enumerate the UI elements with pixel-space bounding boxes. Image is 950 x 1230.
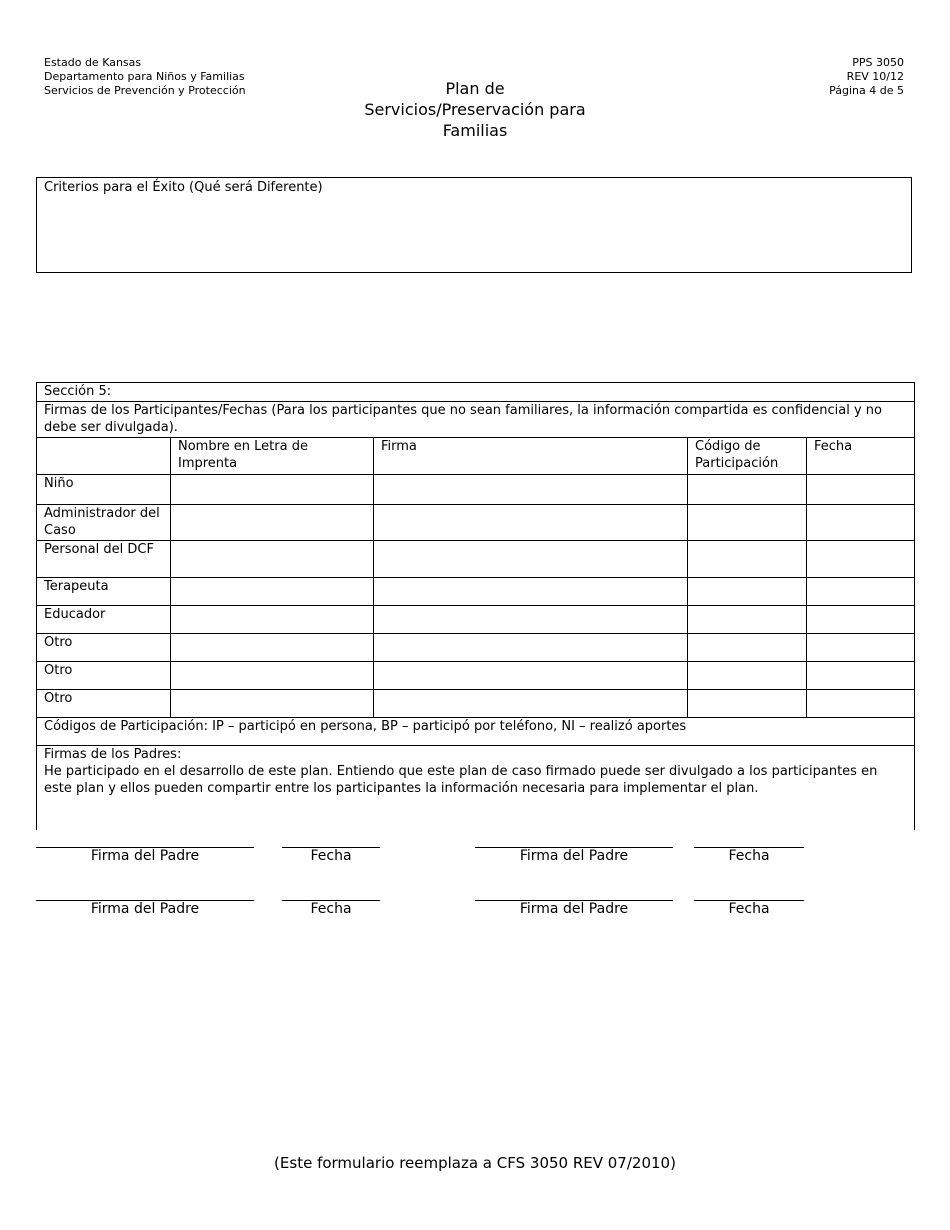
section5-table <box>36 382 915 830</box>
name-cell[interactable] <box>171 606 374 634</box>
parents-title: Firmas de los Padres: <box>44 747 182 762</box>
row-role: Educador <box>37 606 171 634</box>
signature-cell[interactable] <box>374 606 688 634</box>
name-cell[interactable] <box>171 541 374 578</box>
name-cell[interactable] <box>171 578 374 606</box>
name-cell[interactable] <box>171 505 374 541</box>
parent-signature-label: Firma del Padre <box>519 901 629 917</box>
parent-date-label: Fecha <box>310 901 352 917</box>
code-cell[interactable] <box>688 662 807 690</box>
parent-signature-label: Firma del Padre <box>90 848 200 864</box>
code-cell[interactable] <box>688 578 807 606</box>
signature-cell[interactable] <box>374 634 688 662</box>
column-header-code: Código de Participación <box>688 438 807 475</box>
table-header-row <box>37 438 915 475</box>
form-title <box>330 78 620 141</box>
code-cell[interactable] <box>688 541 807 578</box>
criteria-label: Criterios para el Éxito (Qué será Diferente) <box>44 180 323 195</box>
section5-title: Sección 5: <box>37 383 915 402</box>
column-header-signature: Firma <box>374 438 688 475</box>
form-id-block <box>829 56 904 98</box>
code-cell[interactable] <box>688 690 807 718</box>
date-cell[interactable] <box>807 541 915 578</box>
form-title-line: Servicios/Preservación para <box>364 100 586 119</box>
signature-cell[interactable] <box>374 541 688 578</box>
code-cell[interactable] <box>688 505 807 541</box>
column-header-name: Nombre en Letra de Imprenta <box>171 438 374 475</box>
signature-cell[interactable] <box>374 690 688 718</box>
section5-instructions: Firmas de los Participantes/Fechas (Para los participantes que no sean familiares, la información compartida es confidencial y no debe ser divulgada). <box>37 402 915 438</box>
code-cell[interactable] <box>688 634 807 662</box>
date-cell[interactable] <box>807 606 915 634</box>
date-cell[interactable] <box>807 505 915 541</box>
agency-header <box>44 56 246 98</box>
parents-statement: He participado en el desarrollo de este plan. Entiendo que este plan de caso firmado puede ser divulgado a los participantes en este plan y ellos pueden compartir entre los participantes la información necesaria para implementar el plan. <box>44 764 878 796</box>
date-cell[interactable] <box>807 634 915 662</box>
date-cell[interactable] <box>807 475 915 505</box>
state-name: Estado de Kansas <box>44 56 142 69</box>
date-cell[interactable] <box>807 662 915 690</box>
name-cell[interactable] <box>171 662 374 690</box>
participation-codes-note: Códigos de Participación: IP – participó en persona, BP – participó por teléfono, NI – realizó aportes <box>37 718 915 746</box>
page-number: Página 4 de 5 <box>829 84 904 97</box>
date-cell[interactable] <box>807 690 915 718</box>
form-title-line: Plan de <box>445 79 505 98</box>
code-cell[interactable] <box>688 475 807 505</box>
row-role: Otro <box>37 662 171 690</box>
column-header-date: Fecha <box>807 438 915 475</box>
division-name: Servicios de Prevención y Protección <box>44 84 246 97</box>
table-row <box>37 690 915 718</box>
name-cell[interactable] <box>171 634 374 662</box>
signature-cell[interactable] <box>374 475 688 505</box>
footer-note: (Este formulario reemplaza a CFS 3050 REV 07/2010) <box>274 1154 676 1172</box>
row-role: Otro <box>37 634 171 662</box>
signature-cell[interactable] <box>374 505 688 541</box>
form-number: PPS 3050 <box>852 56 904 69</box>
table-row <box>37 541 915 578</box>
form-revision: REV 10/12 <box>846 70 904 83</box>
row-role: Administrador del Caso <box>37 505 171 541</box>
row-role: Otro <box>37 690 171 718</box>
row-role: Terapeuta <box>37 578 171 606</box>
parent-date-label: Fecha <box>728 901 770 917</box>
signature-cell[interactable] <box>374 578 688 606</box>
name-cell[interactable] <box>171 475 374 505</box>
parent-signature-label: Firma del Padre <box>90 901 200 917</box>
parent-date-label: Fecha <box>728 848 770 864</box>
column-header-role <box>37 438 171 475</box>
table-row <box>37 634 915 662</box>
parent-signature-label: Firma del Padre <box>519 848 629 864</box>
table-row <box>37 475 915 505</box>
parent-date-label: Fecha <box>310 848 352 864</box>
row-role: Niño <box>37 475 171 505</box>
table-row <box>37 505 915 541</box>
signature-cell[interactable] <box>374 662 688 690</box>
parents-signature-section <box>37 746 915 830</box>
code-cell[interactable] <box>688 606 807 634</box>
date-cell[interactable] <box>807 578 915 606</box>
criteria-box[interactable] <box>36 177 912 273</box>
row-role: Personal del DCF <box>37 541 171 578</box>
name-cell[interactable] <box>171 690 374 718</box>
department-name: Departamento para Niños y Familias <box>44 70 245 83</box>
form-title-line: Familias <box>442 121 508 140</box>
table-row <box>37 606 915 634</box>
table-row <box>37 578 915 606</box>
table-row <box>37 662 915 690</box>
